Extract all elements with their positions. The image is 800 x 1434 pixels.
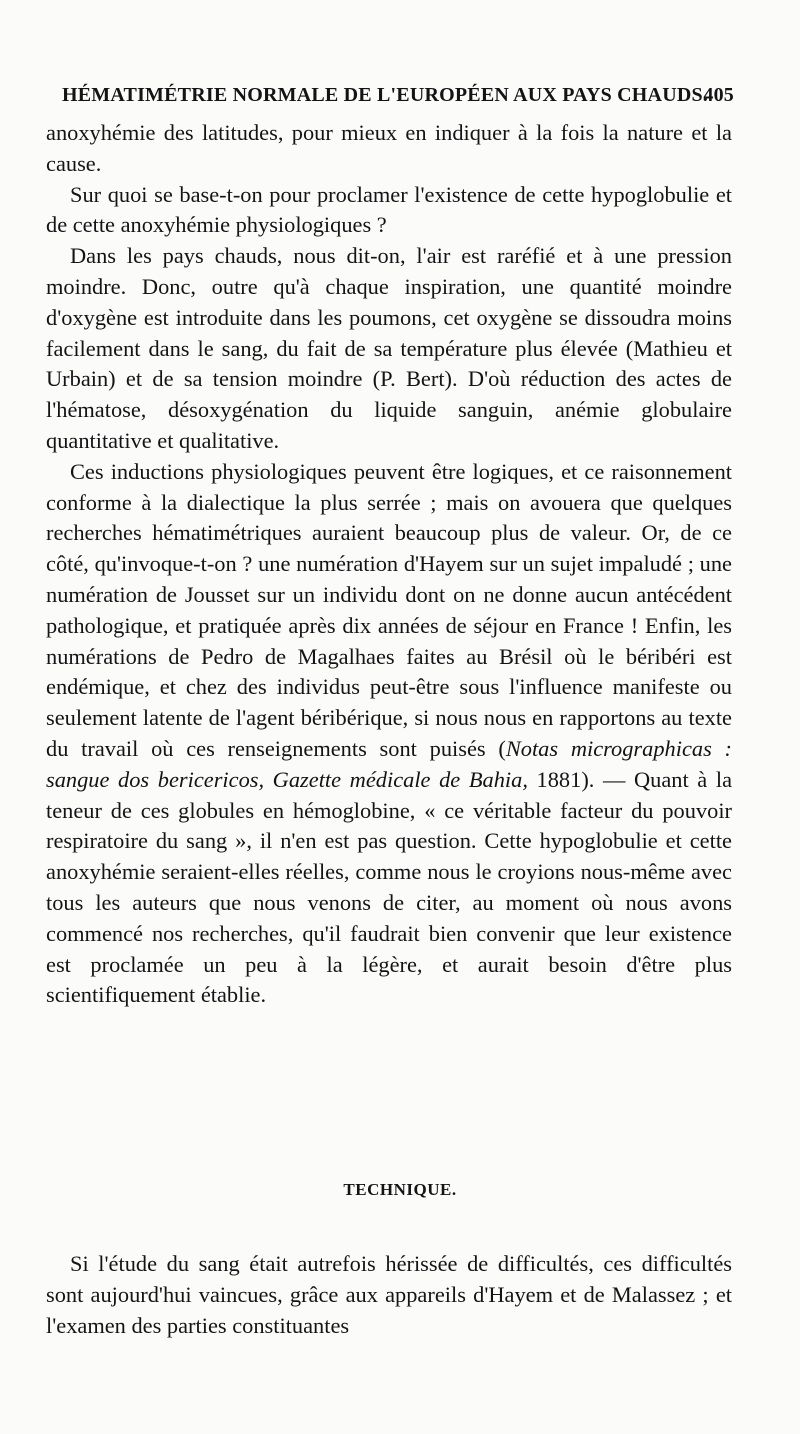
running-header <box>62 84 734 107</box>
page-number: 405 <box>703 84 734 106</box>
citation-italic: Notas micrographicas : sangue dos bericericos, Gazette médicale de Bahia, <box>46 735 732 792</box>
paragraph-4-part-b: 1881). — Quant à la teneur de ces globules en hémoglobine, « ce véritable facteur du pouvoir respiratoire du sang », il n'en est pas question. Cette hypoglobulie et cette anoxyhémie seraient-elles réelles, comme nous le croyions nous-même avec tous les auteurs que nous venons de citer, au moment où nous avons commencé nos recherches, qu'il faudrait bien convenir que leur existence est proclamée un peu à la légère, et aurait besoin d'être plus scientifiquement établie. <box>46 766 733 1008</box>
paragraph-3: Dans les pays chauds, nous dit-on, l'air est raréfié et à une pression moindre. Donc, outre qu'à chaque inspiration, une quantité moindre d'oxygène est introduite dans les poumons, cet oxygène se dissoudra moins facilement dans le sang, du fait de sa température plus élevée (Mathieu et Urbain) et de sa tension moindre (P. Bert). D'où réduction des actes de l'hématose, désoxygénation du liquide sanguin, anémie globulaire quantitative et qualitative. <box>46 243 732 453</box>
section-heading: TECHNIQUE. <box>343 1180 457 1199</box>
running-title: HÉMATIMÉTRIE NORMALE DE L'EUROPÉEN AUX PAYS CHAUDS. <box>62 84 709 106</box>
paragraph-4-part-a: Ces inductions physiologiques peuvent être logiques, et ce raisonnement conforme à la dialectique la plus serrée ; mais on avouera que quelques recherches hématimétriques auraient beaucoup plus de valeur. Or, de ce côté, qu'invoque-t-on ? une numération d'Hayem sur un sujet impaludé ; une numération de Jousset sur un individu dont on ne donne aucun antécédent pathologique, et pratiquée après dix années de séjour en France ! Enfin, les numérations de Pedro de Magalhaes faites au Brésil où le béribéri est endémique, et chez des individus peut-être sous l'influence manifeste ou seulement latente de l'agent béribérique, si nous nous en rapportons au texte du travail où ces renseignements sont puisés ( <box>46 458 732 761</box>
paragraph-4 <box>46 457 732 1011</box>
paragraph-5: Si l'étude du sang était autrefois hérissée de difficultés, ces difficultés sont aujourd'hui vaincues, grâce aux appareils d'Hayem et de Malassez ; et l'examen des parties constituantes <box>46 1251 732 1338</box>
paragraph-2: Sur quoi se base-t-on pour proclamer l'existence de cette hypoglobulie et de cette anoxyhémie physiologiques ? <box>46 181 732 238</box>
section-text <box>46 1248 732 1341</box>
paragraph-1: anoxyhémie des latitudes, pour mieux en indiquer à la fois la nature et la cause. <box>46 120 732 176</box>
main-text <box>46 118 732 1011</box>
